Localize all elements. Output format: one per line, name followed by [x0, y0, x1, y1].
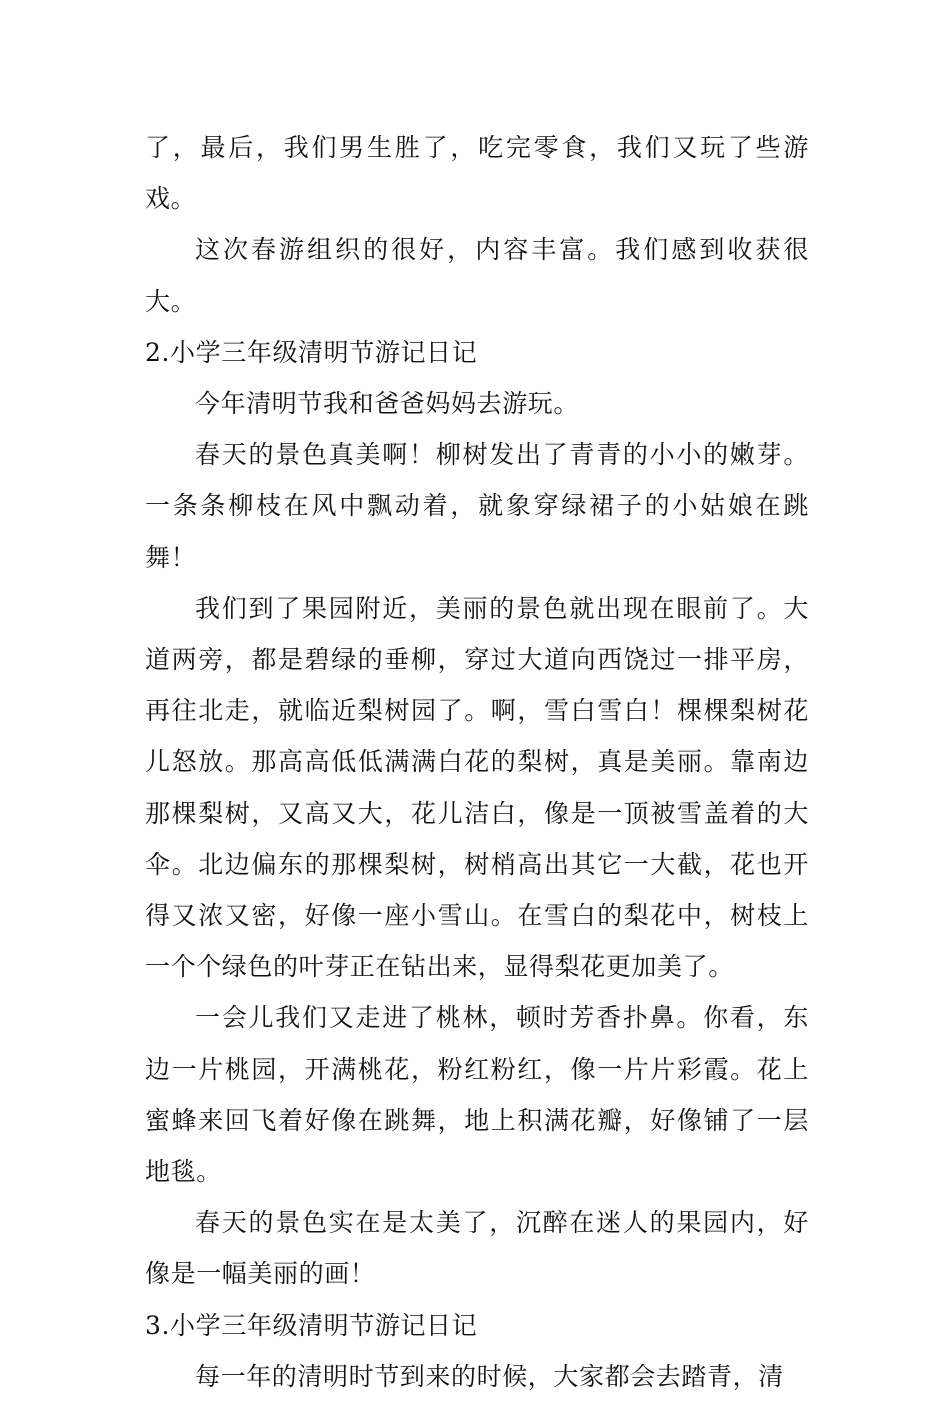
paragraph-spring-trip-summary: 这次春游组织的很好，内容丰富。我们感到收获很大。: [145, 235, 809, 316]
section-heading-2: 2.小学三年级清明节游记日记: [145, 337, 478, 367]
paragraph-intro: 今年清明节我和爸爸妈妈去游玩。: [195, 389, 580, 419]
paragraph-continuation: 了，最后，我们男生胜了，吃完零食，我们又玩了些游戏。: [145, 133, 809, 214]
paragraph-conclusion: 春天的景色实在是太美了，沉醉在迷人的果园内，好像是一幅美丽的画！: [145, 1208, 809, 1289]
document-page: [145, 122, 809, 1402]
section-heading-3: 3.小学三年级清明节游记日记: [145, 1310, 478, 1340]
paragraph-pear-orchard: 我们到了果园附近，美丽的景色就出现在眼前了。大道两旁，都是碧绿的垂柳，穿过大道向西饶过一排平房，再往北走，就临近梨树园了。啊，雪白雪白！棵棵梨树花儿怒放。那高高低低满满白花的梨树，真是美丽。靠南边那棵梨树，又高又大，花儿洁白，像是一顶被雪盖着的大伞。北边偏东的那棵梨树，树梢高出其它一大截，花也开得又浓又密，好像一座小雪山。在雪白的梨花中，树枝上一个个绿色的叶芽正在钻出来，显得梨花更加美了。: [145, 593, 809, 982]
paragraph-peach-grove: 一会儿我们又走进了桃林，顿时芳香扑鼻。你看，东边一片桃园，开满桃花，粉红粉红，像一片片彩霞。花上蜜蜂来回飞着好像在跳舞，地上积满花瓣，好像铺了一层地毯。: [145, 1003, 809, 1187]
paragraph-qingming-start: 每一年的清明时节到来的时候，大家都会去踏青，清: [195, 1361, 784, 1391]
paragraph-willows: 春天的景色真美啊！柳树发出了青青的小小的嫩芽。一条条柳枝在风中飘动着，就象穿绿裙子的小姑娘在跳舞！: [145, 440, 809, 572]
